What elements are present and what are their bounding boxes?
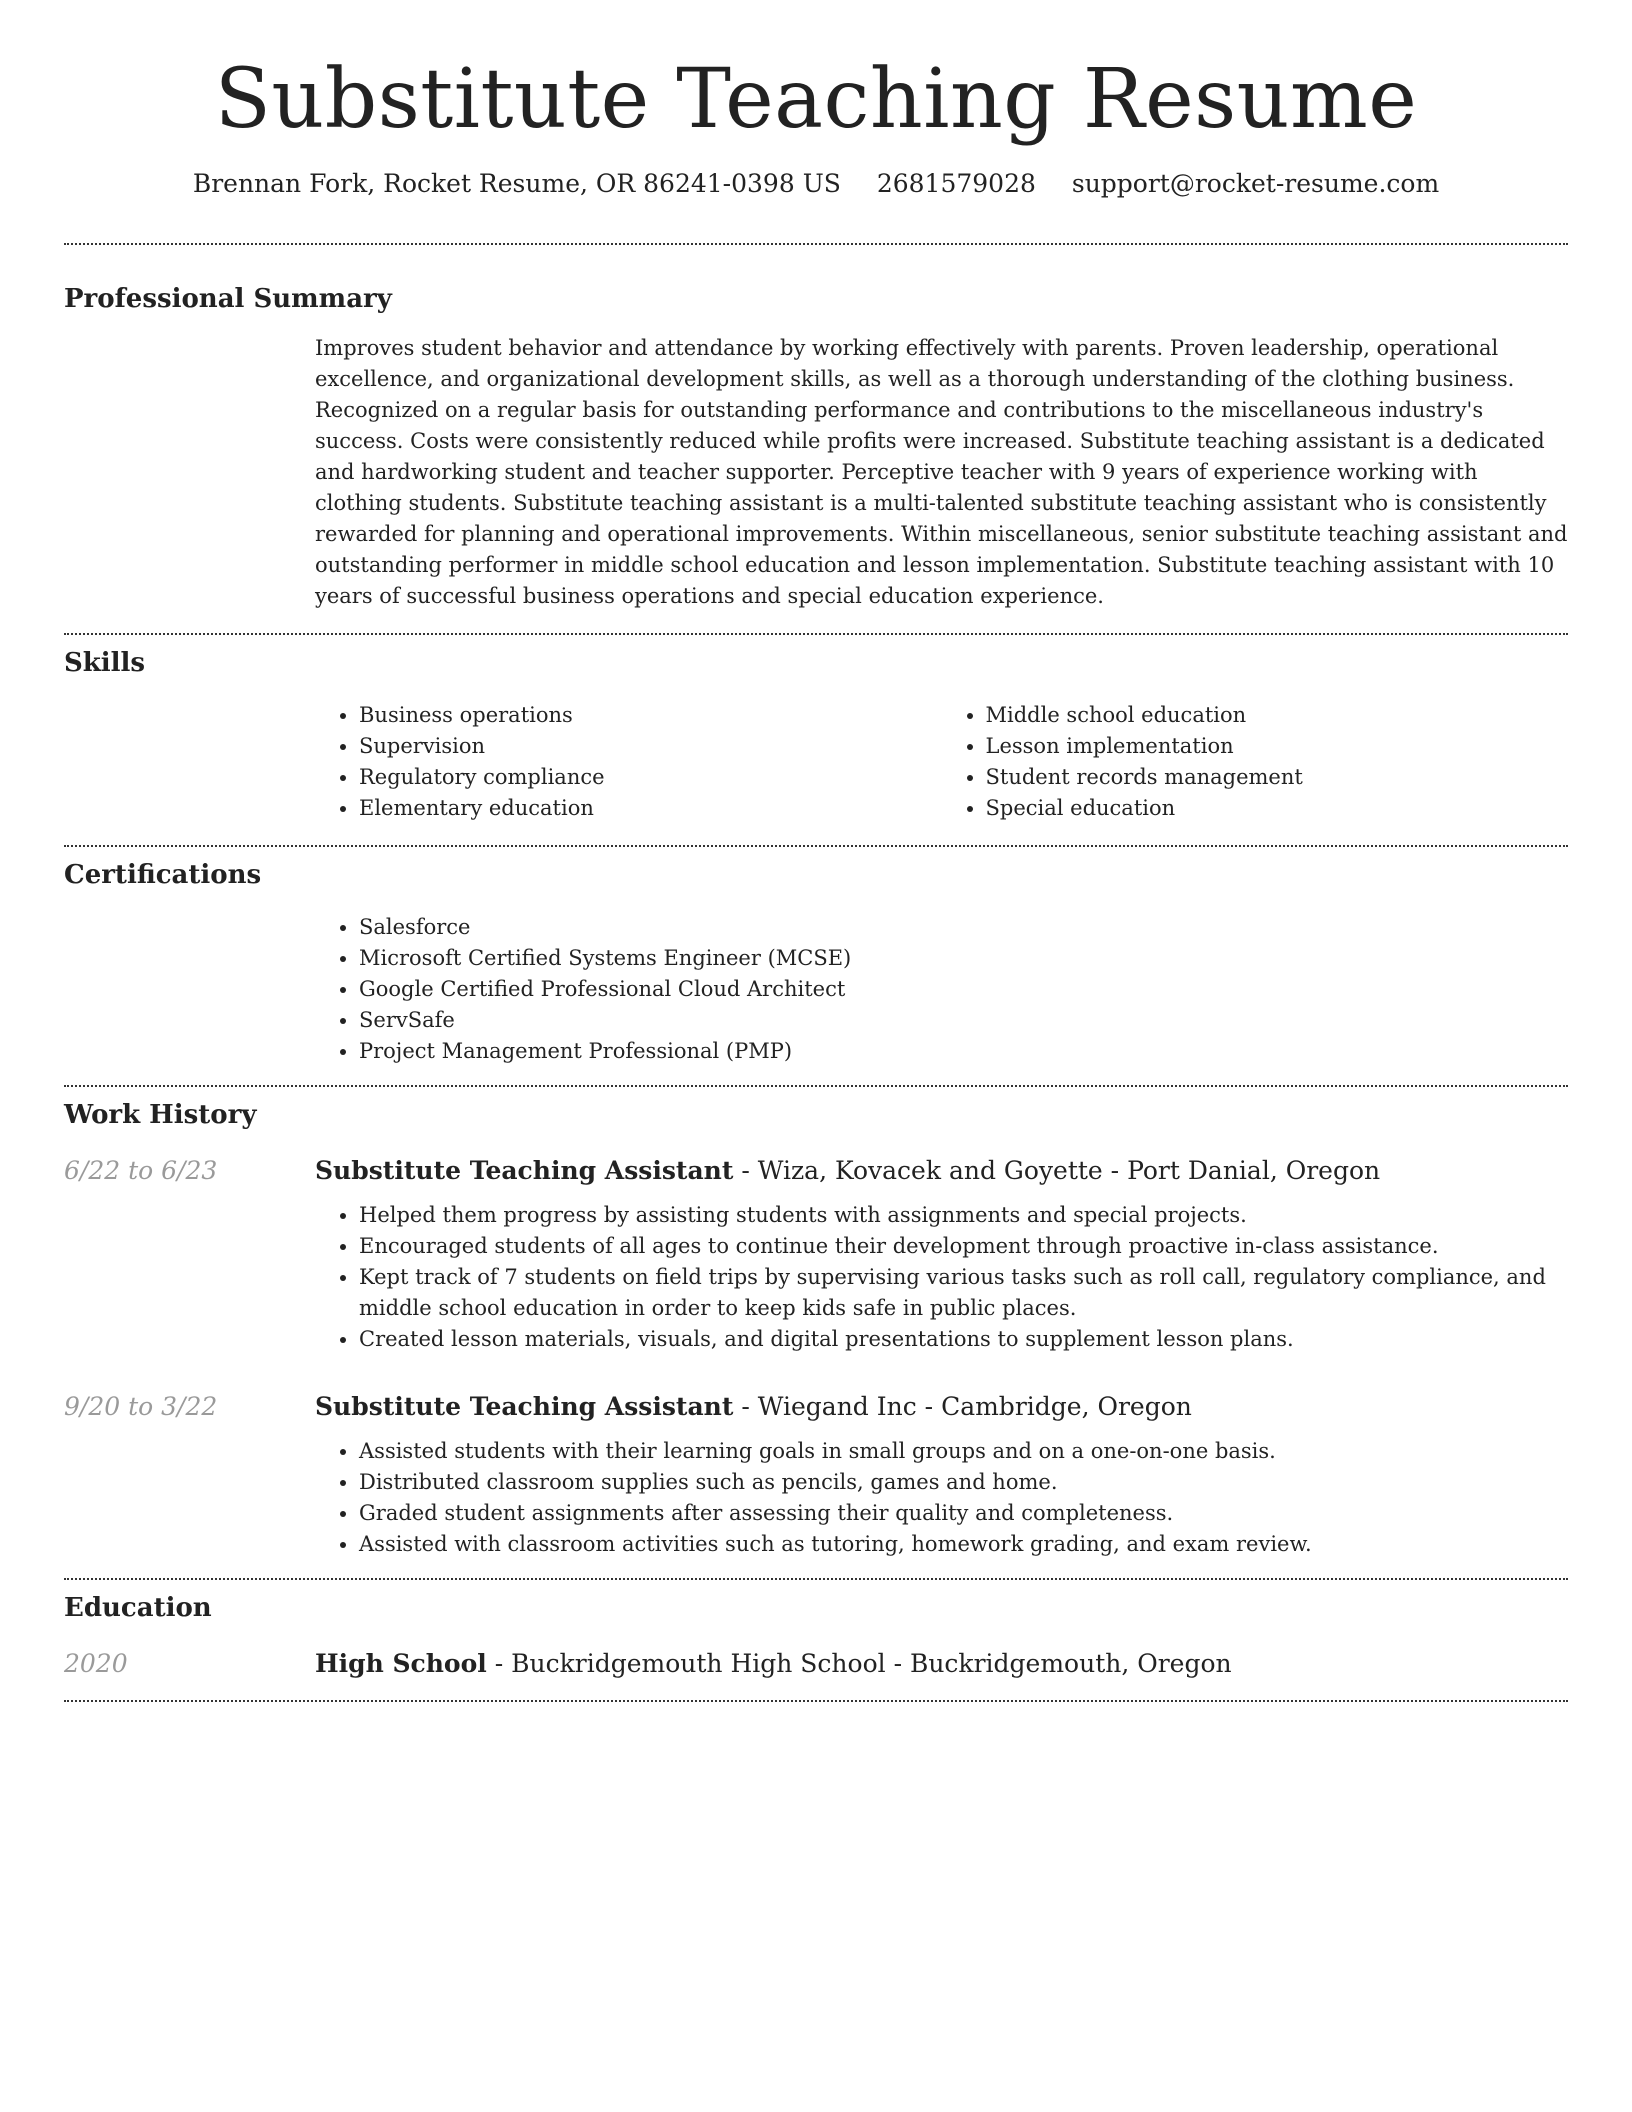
section-title-certifications: Certifications [64,860,262,890]
summary-content [315,333,1568,612]
job-date: 6/22 to 6/23 [64,1156,218,1185]
certification-item: • Google Certified Professional Cloud Architect [359,974,1568,1005]
skill-item: • Supervision [359,731,942,762]
job-entry [64,1389,1568,1560]
education-entry [64,1646,1568,1682]
skills-grid [315,700,1568,824]
job-duties [315,1436,1568,1560]
summary-text: Improves student behavior and attendance by working effectively with parents. Proven leadership, operational excellence, and organizational development skills, as well as a thorough understanding of the clothing business. Recognized on a regular basis for outstanding performance and contributions to the miscellaneous industry's success. Costs were consistently reduced while profits were increased. Substitute teaching assistant is a dedicated and hardworking student and teacher supporter. Perceptive teacher with 9 years of experience working with clothing students. Substitute teaching assistant is a multi-talented substitute teaching assistant who is consistently rewarded for planning and operational improvements. Within miscellaneous, senior substitute teaching assistant and outstanding performer in middle school education and lesson implementation. Substitute teaching assistant with 10 years of successful business operations and special education experience. [315,336,1568,608]
section-title-work: Work History [64,1100,257,1130]
skill-item: • Regulatory compliance [359,762,942,793]
contact-address: Brennan Fork, Rocket Resume, OR 86241-0398 US [192,169,841,198]
job-duty: • Assisted students with their learning goals in small groups and on a one-on-one basis. [359,1436,1568,1467]
education-date: 2020 [64,1649,128,1678]
section-work-history [64,1087,1568,1560]
job-duty: • Encouraged students of all ages to continue their development through proactive in-class assistance. [359,1231,1568,1262]
job-duties [315,1200,1568,1355]
job-heading [315,1389,1568,1425]
section-certifications [64,847,1568,1067]
section-skills [64,635,1568,824]
job-employer: - Wiza, Kovacek and Goyette - Port Danial, Oregon [733,1156,1381,1185]
skill-item: • Middle school education [986,700,1569,731]
skill-item: • Special education [986,793,1569,824]
certifications-list [315,912,1568,1067]
section-title-summary: Professional Summary [64,284,392,314]
job-duty: • Kept track of 7 students on field trips by supervising various tasks such as roll call, regulatory compliance, and middle school education in order to keep kids safe in public places. [359,1262,1568,1324]
certification-item: • Microsoft Certified Systems Engineer (MCSE) [359,943,1568,974]
skill-item: • Business operations [359,700,942,731]
contact-phone: 2681579028 [876,169,1036,198]
job-duty: • Graded student assignments after assessing their quality and completeness. [359,1498,1568,1529]
certification-item: • Project Management Professional (PMP) [359,1036,1568,1067]
job-duty: • Assisted with classroom activities such as tutoring, homework grading, and exam review. [359,1529,1568,1560]
certifications-content [315,912,1568,1067]
job-duties-list [315,1436,1568,1560]
job-duty: • Helped them progress by assisting students with assignments and special projects. [359,1200,1568,1231]
job-duty: • Created lesson materials, visuals, and digital presentations to supplement lesson plans. [359,1324,1568,1355]
contact-email: support@rocket-resume.com [1071,169,1440,198]
job-heading [315,1153,1568,1189]
resume-page [64,0,1568,1702]
job-date: 9/20 to 3/22 [64,1392,218,1421]
job-duty: • Distributed classroom supplies such as pencils, games and home. [359,1467,1568,1498]
job-duties-list [315,1200,1568,1355]
education-degree: High School [315,1649,487,1678]
skills-list-left [315,700,942,824]
section-education [64,1580,1568,1682]
section-title-skills: Skills [64,648,146,678]
job-entry [64,1153,1568,1355]
skill-item: • Lesson implementation [986,731,1569,762]
skill-item: • Elementary education [359,793,942,824]
skill-item: • Student records management [986,762,1569,793]
job-role: Substitute Teaching Assistant [315,1392,734,1421]
certification-item: • Salesforce [359,912,1568,943]
contact-line [64,166,1568,202]
education-school: - Buckridgemouth High School - Buckridgemouth, Oregon [486,1649,1232,1678]
skills-list-right [942,700,1569,824]
job-employer: - Wiegand Inc - Cambridge, Oregon [733,1392,1192,1421]
certification-item: • ServSafe [359,1005,1568,1036]
section-title-education: Education [64,1593,212,1623]
education-heading [315,1646,1568,1682]
section-summary [64,245,1568,612]
resume-title: Substitute Teaching Resume [214,52,1418,147]
job-role: Substitute Teaching Assistant [315,1156,734,1185]
divider [64,1700,1568,1702]
